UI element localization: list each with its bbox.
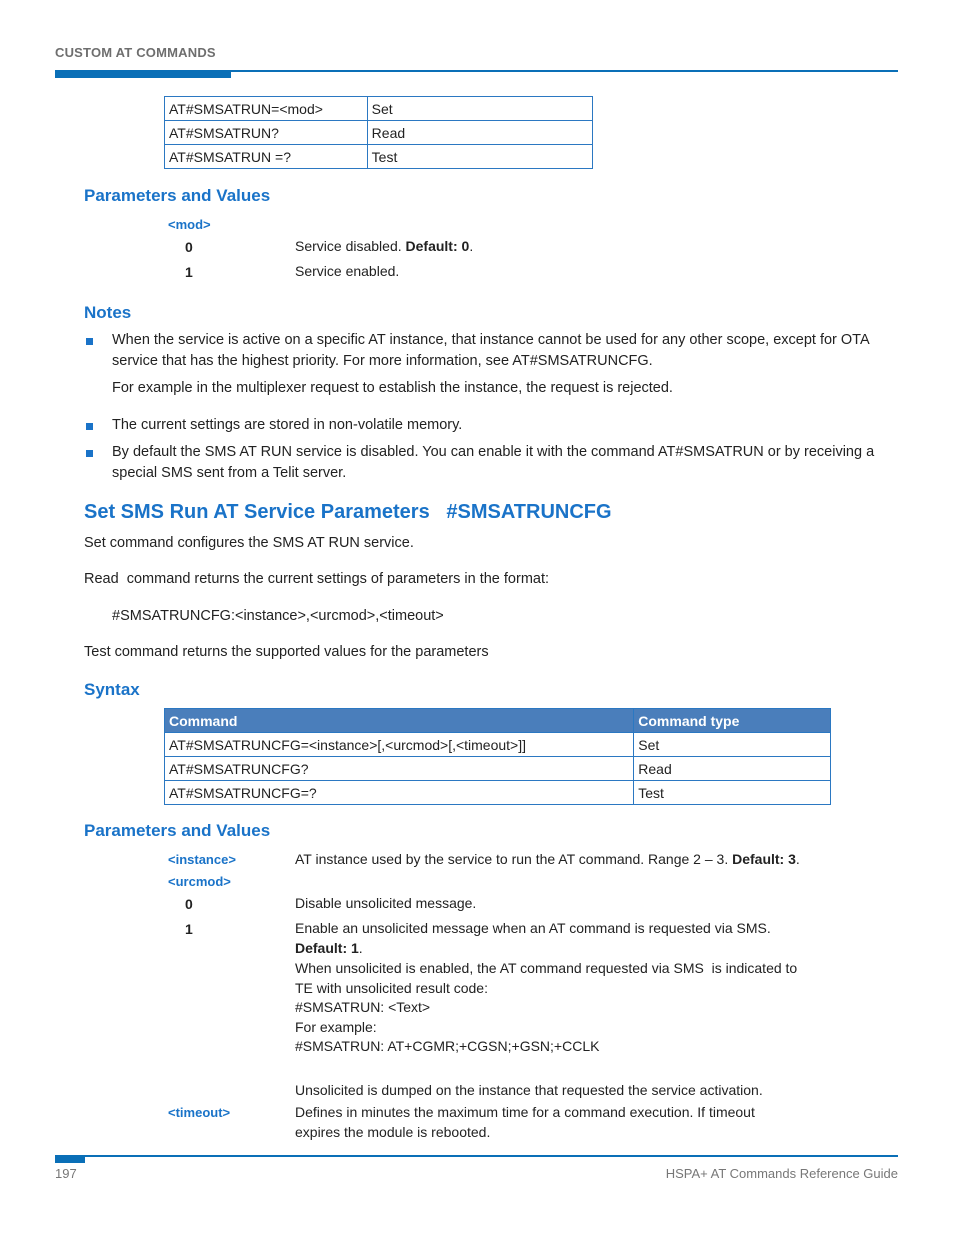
command-cell: AT#SMSATRUNCFG=? (165, 781, 634, 805)
params-heading: Parameters and Values (84, 186, 271, 205)
param-instance-name: <instance> (168, 852, 236, 867)
table-row (165, 757, 831, 781)
command-cell: AT#SMSATRUN=<mod> (165, 97, 368, 121)
body-paragraph: Set command configures the SMS AT RUN service. (84, 535, 414, 551)
type-cell: Test (367, 145, 592, 169)
command-cell: AT#SMSATRUN? (165, 121, 368, 145)
command-cell: AT#SMSATRUN =? (165, 145, 368, 169)
type-cell: Set (367, 97, 592, 121)
type-cell: Read (634, 757, 831, 781)
bullet-icon (86, 423, 93, 430)
smsatrun-command-table (164, 96, 593, 169)
footer-accent-bar (55, 1155, 85, 1163)
table-row (165, 97, 593, 121)
param-timeout-name: <timeout> (168, 1105, 231, 1120)
notes-heading: Notes (84, 303, 132, 322)
param-timeout-desc: Defines in minutes the maximum time for a command execution. If timeout expires the module is rebooted. (295, 1104, 755, 1140)
table-row (165, 121, 593, 145)
bullet-icon (86, 338, 93, 345)
type-cell: Set (634, 733, 831, 757)
document-title: HSPA+ AT Commands Reference Guide (665, 1166, 898, 1181)
header-accent-bar (55, 70, 231, 78)
value-note: Unsolicited is dumped on the instance that requested the service activation. (295, 1082, 763, 1098)
value-desc: Enable an unsolicited message when an AT command is requested via SMS. Default: 1. When unsolicited is enabled, the AT command requested via SMS is indicated to TE with unsolicited result code: #SMSATRUN: <Text> For example: #SMSATRUN: AT+CGMR;+CGSN;+GSN;+CCLK (295, 920, 798, 1054)
note-item: By default the SMS AT RUN service is disabled. You can enable it with the command AT#SMSATRUN or by receiving a special SMS sent from a Telit server. (112, 444, 875, 481)
running-header: CUSTOM AT COMMANDS (55, 45, 216, 60)
value-key: 1 (185, 921, 193, 937)
syntax-heading: Syntax (84, 680, 140, 699)
param-urcmod-name: <urcmod> (168, 874, 231, 889)
footer-rule (55, 1155, 898, 1157)
column-header-command: Command (165, 709, 634, 733)
note-extra: For example in the multiplexer request to establish the instance, the request is rejected. (112, 380, 673, 396)
section-heading: Set SMS Run AT Service Parameters #SMSATRUNCFG (84, 501, 612, 523)
bullet-icon (86, 450, 93, 457)
body-paragraph: Read command returns the current settings of parameters in the format: (84, 571, 550, 587)
param-mod-name: <mod> (168, 217, 211, 232)
value-key: 0 (185, 896, 193, 912)
table-row (165, 781, 831, 805)
command-cell: AT#SMSATRUNCFG=<instance>[,<urcmod>[,<timeout>]] (165, 733, 634, 757)
table-header-row (165, 709, 831, 733)
params-heading: Parameters and Values (84, 821, 271, 840)
read-format: #SMSATRUNCFG:<instance>,<urcmod>,<timeout> (112, 608, 444, 624)
note-item: The current settings are stored in non-volatile memory. (112, 417, 463, 433)
page-number: 197 (55, 1166, 77, 1181)
body-paragraph: Test command returns the supported values for the parameters (84, 644, 489, 660)
value-desc: Service enabled. (295, 263, 400, 279)
value-key: 1 (185, 264, 193, 280)
column-header-type: Command type (634, 709, 831, 733)
param-instance-desc: AT instance used by the service to run the AT command. Range 2 – 3. Default: 3. (295, 851, 800, 867)
type-cell: Read (367, 121, 592, 145)
value-key: 0 (185, 239, 193, 255)
note-item: When the service is active on a specific AT instance, that instance cannot be used for any other scope, except for OTA service that has the highest priority. For more information, see AT#SMSATRUNCFG. (112, 332, 869, 369)
value-desc: Disable unsolicited message. (295, 895, 477, 911)
value-desc: Service disabled. Default: 0. (295, 238, 474, 254)
table-row (165, 145, 593, 169)
smsatruncfg-syntax-table (164, 708, 831, 805)
type-cell: Test (634, 781, 831, 805)
table-row (165, 733, 831, 757)
command-cell: AT#SMSATRUNCFG? (165, 757, 634, 781)
